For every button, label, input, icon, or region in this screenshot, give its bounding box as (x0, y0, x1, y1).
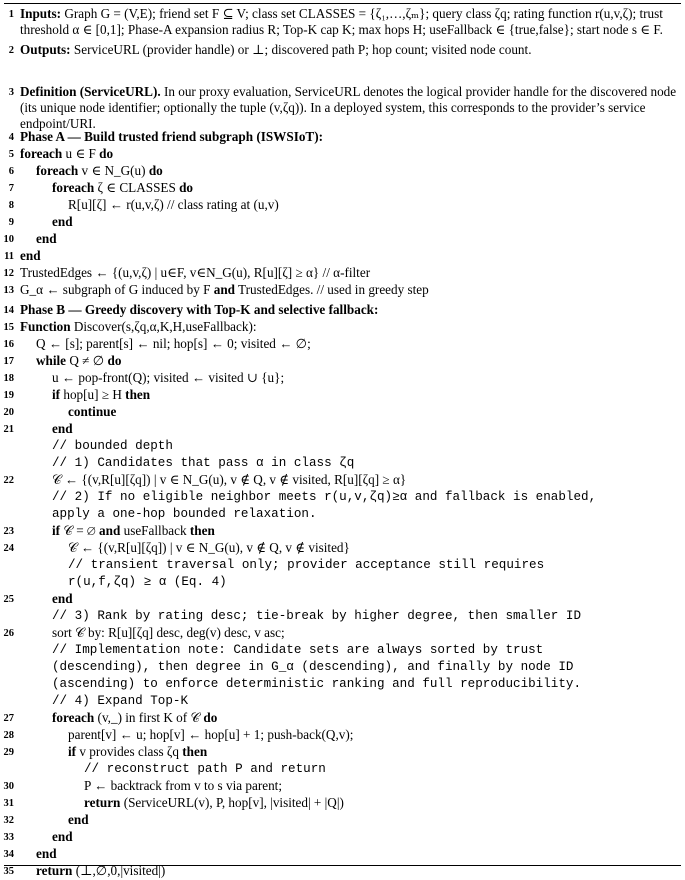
line-number: 1 (8, 9, 14, 20)
line-number: 24 (3, 543, 14, 554)
line-number: 8 (8, 200, 14, 211)
line-text: continue (68, 404, 117, 419)
line-number: 30 (3, 781, 14, 792)
line-number: 10 (3, 234, 14, 245)
line-text: end (36, 231, 57, 246)
line-number: 33 (3, 832, 14, 843)
line-number: 20 (3, 407, 14, 418)
line-number: 2 (8, 45, 14, 56)
line-number: 9 (8, 217, 14, 228)
line-text: // transient traversal only; provider acceptance still requires (68, 558, 545, 572)
line-text: // 2) If no eligible neighbor meets r(u,v,ζq)≥α and fallback is enabled, (52, 490, 597, 504)
line-number: 17 (3, 356, 14, 367)
line-text: u ← pop-front(Q); visited ← visited ∪ {u}; (52, 370, 285, 385)
line-number: 23 (3, 526, 14, 537)
line-text: P ← backtrack from v to s via parent; (84, 778, 282, 793)
line-text: G_α ← subgraph of G induced by F and TrustedEdges. // used in greedy step (20, 282, 429, 297)
line-number: 6 (8, 166, 14, 177)
line-text: foreach (v,_) in first K of 𝒞 do (52, 710, 218, 725)
line-text: apply a one-hop bounded relaxation. (52, 507, 317, 521)
line-text: end (52, 829, 73, 844)
line-text: // 3) Rank by rating desc; tie-break by higher degree, then smaller ID (52, 609, 582, 623)
line-text: Function Discover(s,ζq,α,K,H,useFallback): (20, 319, 257, 334)
line-number: 16 (3, 339, 14, 350)
line-text: end (52, 421, 73, 436)
line-text: while Q ≠ ∅ do (36, 353, 122, 368)
line-text: TrustedEdges ← {(u,v,ζ) | u∈F, v∈N_G(u), R[u][ζ] ≥ α} // α-filter (20, 265, 371, 280)
line-number: 25 (3, 594, 14, 605)
line-text: 𝒞 ← {(v,R[u][ζq]) | v ∈ N_G(u), v ∉ Q, v ∉ visited, R[u][ζq] ≥ α} (52, 472, 407, 487)
line-text: R[u][ζ] ← r(u,v,ζ) // class rating at (u,v) (68, 197, 279, 212)
line-text: sort 𝒞 by: R[u][ζq] desc, deg(v) desc, v asc; (52, 625, 285, 640)
line-text: Phase A — Build trusted friend subgraph (ISWSIoT): (20, 129, 324, 144)
line-text: // Implementation note: Candidate sets are always sorted by trust (52, 643, 544, 657)
line-number: 13 (3, 285, 14, 296)
line-text: foreach ζ ∈ CLASSES do (52, 180, 194, 195)
line-text: if hop[u] ≥ H then (52, 387, 151, 402)
line-text: foreach u ∈ F do (20, 146, 114, 161)
line-number: 7 (8, 183, 14, 194)
line-number: 19 (3, 390, 14, 401)
line-text: (descending), then degree in G_α (descending), and finally by node ID (52, 660, 574, 674)
line-text: // 4) Expand Top-K (52, 694, 189, 708)
line-text: return (⊥,∅,0,|visited|) (36, 863, 166, 878)
line-number: 28 (3, 730, 14, 741)
line-text: (ascending) to enforce deterministic ranking and full reproducibility. (52, 677, 582, 691)
line-number: 22 (3, 475, 14, 486)
line-text: return (ServiceURL(v), P, hop[v], |visited| + |Q|) (84, 795, 344, 810)
line-number: 12 (3, 268, 14, 279)
line-text: Definition (ServiceURL). In our proxy evaluation, ServiceURL denotes the logical provider handle for the discovered node (its unique node identifier; optionally the tuple (v,ζq)). In a deployed system, this corresponds to the provider’s service endpoint/URI. (20, 84, 677, 131)
line-text: parent[v] ← u; hop[v] ← hop[u] + 1; push-back(Q,v); (68, 727, 354, 742)
line-text: end (68, 812, 89, 827)
line-number: 29 (3, 747, 14, 758)
line-number: 34 (3, 849, 14, 860)
line-number: 3 (8, 87, 14, 98)
line-text: // 1) Candidates that pass α in class ζq (52, 456, 355, 470)
line-text: 𝒞 ← {(v,R[u][ζq]) | v ∈ N_G(u), v ∉ Q, v ∉ visited} (68, 540, 350, 555)
line-text: // bounded depth (52, 439, 173, 453)
line-text: end (52, 214, 73, 229)
line-text: foreach v ∈ N_G(u) do (36, 163, 163, 178)
line-number: 27 (3, 713, 14, 724)
line-text: Q ← [s]; parent[s] ← nil; hop[s] ← 0; visited ← ∅; (36, 336, 311, 351)
line-number: 35 (3, 866, 14, 877)
line-number: 26 (3, 628, 14, 639)
line-text: end (20, 248, 41, 263)
line-number: 15 (3, 322, 14, 333)
line-text: if 𝒞 = ∅ and useFallback then (52, 523, 215, 538)
line-text: Outputs: ServiceURL (provider handle) or ⊥; discovered path P; hop count; visited node count. (20, 42, 532, 57)
line-number: 32 (3, 815, 14, 826)
line-number: 18 (3, 373, 14, 384)
line-text: Inputs: Graph G = (V,E); friend set F ⊆ V; class set CLASSES = {ζ₁,…,ζₘ}; query class ζq; rating function r(u,v,ζ); trust threshold α ∈ [0,1]; Phase-A expansion radius R; Top-K cap K; max hops H; useFallback ∈ {true,false}; start node s ∈ F. (20, 6, 663, 37)
line-number: 21 (3, 424, 14, 435)
line-number: 5 (8, 149, 14, 160)
line-number: 31 (3, 798, 14, 809)
line-text: // reconstruct path P and return (84, 762, 326, 776)
line-text: r(u,f,ζq) ≥ α (Eq. 4) (68, 575, 227, 589)
line-number: 4 (8, 132, 14, 143)
line-text: end (52, 591, 73, 606)
line-text: if v provides class ζq then (68, 744, 208, 759)
line-text: end (36, 846, 57, 861)
line-number: 11 (4, 251, 14, 262)
line-number: 14 (3, 305, 14, 316)
line-text: Phase B — Greedy discovery with Top-K and selective fallback: (20, 302, 379, 317)
